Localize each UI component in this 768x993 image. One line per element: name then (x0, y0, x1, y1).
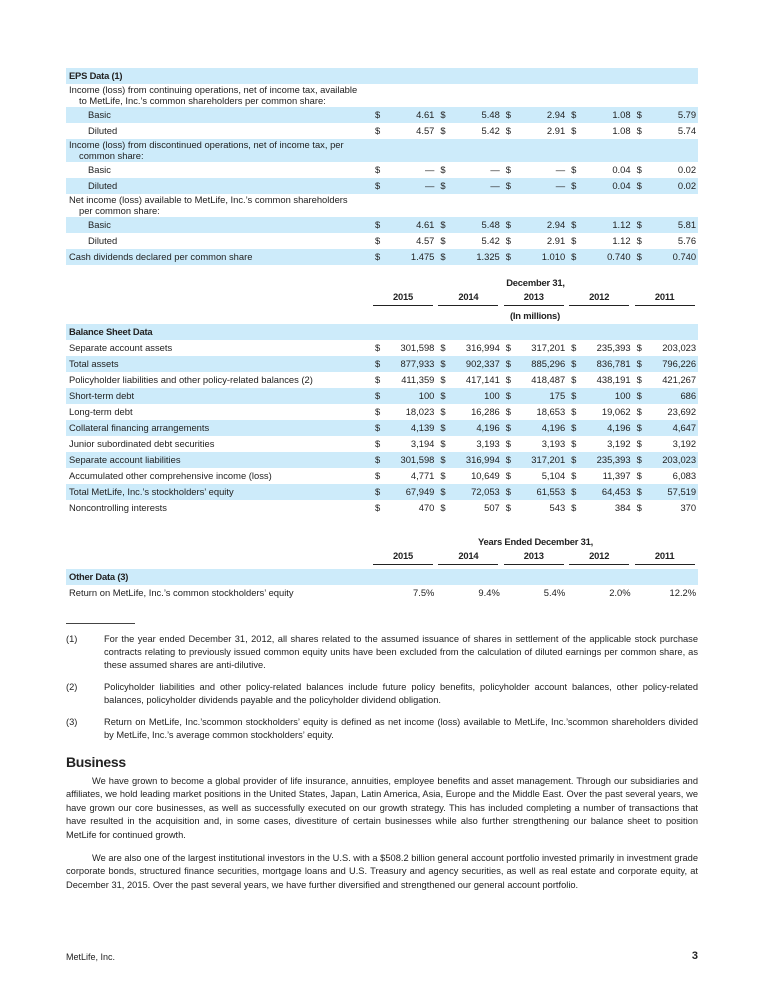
currency-symbol: $ (633, 107, 647, 123)
cell-value: 3,192 (607, 438, 631, 449)
cell-value: — (555, 164, 566, 175)
currency-symbol: $ (375, 374, 381, 385)
currency-symbol: $ (371, 178, 385, 194)
table-row (66, 249, 698, 265)
business-paragraph-2: We are also one of the largest institutional investors in the U.S. with a $508.2 billion general account portfolio invested primarily in investment grade corporate bonds, structured finance securities, mortgage loans and U.S. Treasury and agency securities, as well as real estate and corporate equity, at December 31, 2015. Over the past several years, we have further diversified and strengthened our general account portfolio. (66, 853, 699, 890)
cell-value: 370 (680, 502, 697, 513)
currency-symbol: $ (440, 235, 446, 246)
currency-symbol: $ (505, 235, 511, 246)
row-label: Basic (88, 164, 111, 175)
row-label: Junior subordinated debt securities (69, 438, 215, 449)
row-label: Basic (66, 217, 371, 233)
table-row (66, 233, 698, 249)
year-column-header: 2015 (373, 550, 433, 565)
cell-value: 4.57 (416, 125, 435, 136)
cell-value: 5.42 (481, 125, 500, 136)
row-label: Short-term debt (66, 388, 371, 404)
currency-symbol: $ (636, 125, 642, 136)
currency-symbol: $ (505, 438, 511, 449)
cell-value: — (385, 178, 436, 194)
currency-symbol: $ (440, 438, 446, 449)
eps-data-table (66, 68, 698, 265)
table-row (66, 500, 698, 516)
cell-value: 100 (581, 388, 632, 404)
currency-symbol: $ (502, 107, 516, 123)
cell-value: 4,196 (516, 420, 567, 436)
row-group-label: Income (loss) from discontinued operations, net of income tax, per common share: (66, 139, 698, 162)
cell-value: 100 (450, 388, 501, 404)
business-heading: Business (66, 754, 126, 770)
currency-symbol: $ (505, 164, 511, 175)
cell-value: 836,781 (581, 356, 632, 372)
table-row (66, 404, 698, 420)
cell-value: 301,598 (385, 452, 436, 468)
currency-symbol: $ (571, 438, 577, 449)
cell-value: 417,141 (465, 374, 500, 385)
currency-symbol: $ (567, 107, 581, 123)
cell-value: 235,393 (596, 342, 631, 353)
currency-symbol: $ (502, 249, 516, 265)
cell-value: 384 (614, 502, 631, 513)
cell-value: 6,083 (672, 470, 697, 481)
cell-value: 67,949 (385, 484, 436, 500)
year-column-header: 2012 (569, 550, 629, 565)
table-row (66, 388, 698, 404)
cell-value: — (516, 178, 567, 194)
units-label: (In millions) (509, 310, 560, 321)
currency-symbol: $ (567, 217, 581, 233)
cell-value: 2.0% (609, 587, 631, 598)
year-column-header: 2011 (635, 550, 695, 565)
currency-symbol: $ (636, 374, 642, 385)
row-label: Diluted (88, 125, 118, 136)
currency-symbol: $ (371, 356, 385, 372)
currency-symbol: $ (371, 388, 385, 404)
business-paragraph-1: We have grown to become a global provider of life insurance, annuities, employee benefits and asset management. Through our subsidiaries and affiliates, we hold leading market positions in the United States, Japan, Latin America, Asia, Europe and the Middle East. Over the past several years, we have grown our core businesses, as well as successfully executed on our growth strategy. This has included completing a number of transactions that have resulted in the acquisition and, in some cases, divestiture of certain businesses while also further strengthening our balance sheet to position MetLife for continued growth. (66, 776, 698, 840)
cell-value: 12.2% (669, 587, 697, 598)
other-data-table (66, 569, 698, 601)
cell-value: 5.42 (481, 235, 500, 246)
cell-value: 175 (516, 388, 567, 404)
currency-symbol: $ (502, 452, 516, 468)
cell-value: 4.57 (416, 235, 435, 246)
currency-symbol: $ (636, 470, 642, 481)
cell-value: 3,194 (410, 438, 435, 449)
table-row (66, 139, 698, 162)
currency-symbol: $ (502, 217, 516, 233)
balance-period-header: December 31, (506, 277, 565, 288)
table-row (66, 585, 698, 601)
cell-value: 5.81 (647, 217, 699, 233)
row-label: Basic (66, 107, 371, 123)
cell-value: 2.91 (546, 235, 566, 246)
year-column-header: 2013 (504, 550, 564, 565)
currency-symbol: $ (440, 374, 446, 385)
row-group-label: Net income (loss) available to MetLife, Inc.’s common shareholders per common share: (69, 194, 348, 216)
currency-symbol: $ (571, 502, 577, 513)
currency-symbol: $ (440, 125, 446, 136)
table-row (66, 340, 698, 356)
year-column-header: 2015 (373, 291, 433, 306)
year-column-header: 2012 (569, 291, 629, 306)
empty-cell (436, 585, 450, 601)
currency-symbol: $ (636, 164, 642, 175)
currency-symbol: $ (375, 470, 381, 481)
currency-symbol: $ (505, 374, 511, 385)
cell-value: 100 (385, 388, 436, 404)
currency-symbol: $ (436, 249, 450, 265)
currency-symbol: $ (436, 178, 450, 194)
currency-symbol: $ (571, 164, 577, 175)
section-heading: Other Data (3) (66, 569, 698, 585)
cell-value: 686 (647, 388, 699, 404)
table-row (66, 107, 698, 123)
empty-cell (633, 585, 647, 601)
cell-value: 5,104 (541, 470, 566, 481)
currency-symbol: $ (436, 356, 450, 372)
cell-value: — (450, 178, 501, 194)
cell-value: 5.4% (543, 587, 566, 598)
table-row (66, 162, 698, 178)
footnote-1: (1) For the year ended December 31, 2012, all shares related to the assumed issuance of shares in settlement of the applicable stock purchase contracts relating to previously issued common equity units have been excluded from the calculation of diluted earnings per common share, as these assumed shares are anti-dilutive. (66, 634, 698, 670)
row-label: Cash dividends declared per common share (66, 249, 371, 265)
currency-symbol: $ (502, 420, 516, 436)
cell-value: — (490, 164, 500, 175)
year-column-header: 2013 (504, 291, 564, 306)
row-group-label: Income (loss) from continuing operations, net of income tax, available to MetLife, Inc.’s common shareholders per common share: (69, 84, 358, 106)
table-row (66, 436, 698, 452)
cell-value: 1.325 (450, 249, 501, 265)
currency-symbol: $ (567, 356, 581, 372)
cell-value: 301,598 (400, 342, 435, 353)
cell-value: 0.740 (581, 249, 632, 265)
table-row (66, 194, 698, 217)
cell-value: 1.08 (581, 107, 632, 123)
balance-year-headers (66, 291, 698, 308)
row-label: Noncontrolling interests (69, 502, 167, 513)
cell-value: 0.04 (581, 178, 632, 194)
cell-value: 5.48 (450, 217, 501, 233)
currency-symbol: $ (636, 438, 642, 449)
table-row (66, 484, 698, 500)
cell-value: 317,201 (516, 452, 567, 468)
empty-cell (371, 585, 385, 601)
cell-value: 438,191 (596, 374, 631, 385)
cell-value: 9.4% (478, 587, 500, 598)
cell-value: 0.02 (677, 164, 697, 175)
cell-value: 4,139 (385, 420, 436, 436)
currency-symbol: $ (633, 178, 647, 194)
cell-value: 1.475 (385, 249, 436, 265)
currency-symbol: $ (440, 406, 446, 417)
empty-cell (567, 585, 581, 601)
currency-symbol: $ (375, 502, 381, 513)
currency-symbol: $ (371, 452, 385, 468)
row-label: Collateral financing arrangements (66, 420, 371, 436)
cell-value: 5.48 (450, 107, 501, 123)
year-column-header: 2014 (438, 291, 498, 306)
currency-symbol: $ (571, 374, 577, 385)
cell-value: 57,519 (647, 484, 699, 500)
cell-value: 18,023 (405, 406, 435, 417)
cell-value: 203,023 (647, 452, 699, 468)
cell-value: 64,453 (581, 484, 632, 500)
currency-symbol: $ (436, 388, 450, 404)
row-label: Diluted (66, 178, 371, 194)
currency-symbol: $ (636, 406, 642, 417)
row-label: Policyholder liabilities and other policy-related balances (2) (69, 374, 313, 385)
currency-symbol: $ (567, 178, 581, 194)
currency-symbol: $ (505, 406, 511, 417)
empty-cell (502, 585, 516, 601)
table-row (66, 420, 698, 436)
currency-symbol: $ (375, 164, 381, 175)
currency-symbol: $ (436, 420, 450, 436)
cell-value: 1.12 (612, 235, 631, 246)
cell-value: 2.94 (516, 217, 567, 233)
cell-value: 4.61 (385, 217, 436, 233)
currency-symbol: $ (633, 388, 647, 404)
currency-symbol: $ (633, 484, 647, 500)
cell-value: 316,994 (450, 452, 501, 468)
currency-symbol: $ (371, 484, 385, 500)
footnote-2: (2) Policyholder liabilities and other policy-related balances include future policy benefits, policyholder account balances, other policy-related balances, policyholder dividends payable and the policyholder dividend obligation. (66, 682, 698, 705)
cell-value: 1.010 (516, 249, 567, 265)
table-row (66, 356, 698, 372)
row-label: Total assets (66, 356, 371, 372)
row-label: Separate account liabilities (66, 452, 371, 468)
cell-value: 796,226 (647, 356, 699, 372)
currency-symbol: $ (375, 125, 381, 136)
currency-symbol: $ (636, 235, 642, 246)
cell-value: 2.94 (516, 107, 567, 123)
currency-symbol: $ (371, 107, 385, 123)
currency-symbol: $ (571, 235, 577, 246)
currency-symbol: $ (505, 470, 511, 481)
currency-symbol: $ (567, 452, 581, 468)
currency-symbol: $ (502, 388, 516, 404)
section-heading: Balance Sheet Data (66, 324, 698, 340)
cell-value: 5.76 (677, 235, 697, 246)
cell-value: 4,771 (410, 470, 435, 481)
table-row (66, 452, 698, 468)
currency-symbol: $ (436, 452, 450, 468)
currency-symbol: $ (571, 125, 577, 136)
currency-symbol: $ (375, 235, 381, 246)
table-row (66, 324, 698, 340)
currency-symbol: $ (505, 125, 511, 136)
currency-symbol: $ (636, 502, 642, 513)
balance-column-header (66, 277, 698, 322)
cell-value: 23,692 (667, 406, 697, 417)
cell-value: 4,196 (581, 420, 632, 436)
footnote-divider (66, 623, 135, 624)
cell-value: 543 (549, 502, 566, 513)
year-column-header: 2011 (635, 291, 695, 306)
currency-symbol: $ (371, 217, 385, 233)
page-number: 3 (691, 950, 698, 963)
currency-symbol: $ (371, 420, 385, 436)
other-column-header (66, 536, 698, 567)
currency-symbol: $ (505, 342, 511, 353)
row-label: Diluted (88, 235, 118, 246)
currency-symbol: $ (633, 420, 647, 436)
currency-symbol: $ (502, 178, 516, 194)
cell-value: 470 (418, 502, 435, 513)
currency-symbol: $ (571, 470, 577, 481)
cell-value: 418,487 (531, 374, 566, 385)
currency-symbol: $ (571, 342, 577, 353)
page-footer (66, 952, 698, 966)
other-period-header: Years Ended December 31, (477, 536, 594, 547)
currency-symbol: $ (440, 342, 446, 353)
currency-symbol: $ (436, 484, 450, 500)
cell-value: 877,933 (385, 356, 436, 372)
table-row (66, 178, 698, 194)
currency-symbol: $ (375, 342, 381, 353)
cell-value: 203,023 (662, 342, 697, 353)
cell-value: 235,393 (581, 452, 632, 468)
cell-value: 16,286 (471, 406, 500, 417)
row-label: Accumulated other comprehensive income (loss) (69, 470, 272, 481)
cell-value: 2.91 (546, 125, 566, 136)
currency-symbol: $ (505, 502, 511, 513)
cell-value: 11,397 (602, 470, 631, 481)
cell-value: 4.61 (385, 107, 436, 123)
currency-symbol: $ (502, 356, 516, 372)
cell-value: — (425, 164, 435, 175)
year-column-header: 2014 (438, 550, 498, 565)
currency-symbol: $ (440, 164, 446, 175)
cell-value: 3,193 (476, 438, 500, 449)
cell-value: 3,192 (672, 438, 697, 449)
cell-value: 421,267 (662, 374, 697, 385)
cell-value: 4,196 (450, 420, 501, 436)
currency-symbol: $ (633, 217, 647, 233)
cell-value: 902,337 (450, 356, 501, 372)
currency-symbol: $ (633, 249, 647, 265)
currency-symbol: $ (436, 217, 450, 233)
currency-symbol: $ (440, 470, 446, 481)
cell-value: 72,053 (450, 484, 501, 500)
cell-value: 4,647 (647, 420, 699, 436)
currency-symbol: $ (567, 249, 581, 265)
currency-symbol: $ (502, 484, 516, 500)
currency-symbol: $ (633, 356, 647, 372)
balance-sheet-table (66, 324, 698, 516)
cell-value: 10,649 (471, 470, 500, 481)
currency-symbol: $ (633, 452, 647, 468)
cell-value: 0.740 (647, 249, 699, 265)
table-row (66, 123, 698, 139)
cell-value: 3,193 (541, 438, 566, 449)
other-year-headers (66, 550, 698, 567)
cell-value: 0.02 (647, 178, 699, 194)
currency-symbol: $ (636, 342, 642, 353)
row-label: Total MetLife, Inc.’s stockholders’ equity (66, 484, 371, 500)
currency-symbol: $ (371, 249, 385, 265)
currency-symbol: $ (567, 484, 581, 500)
cell-value: 5.79 (647, 107, 699, 123)
currency-symbol: $ (567, 388, 581, 404)
cell-value: 61,553 (516, 484, 567, 500)
table-row (66, 372, 698, 388)
cell-value: 317,201 (531, 342, 566, 353)
cell-value: 411,359 (401, 374, 435, 385)
footnote-3: (3) Return on MetLife, Inc.’scommon stockholders’ equity is defined as net income (loss) available to MetLife, Inc.’scommon shareholders divided by MetLife, Inc.’s average common stockholders’ equity. (66, 717, 698, 740)
currency-symbol: $ (375, 438, 381, 449)
cell-value: 1.12 (581, 217, 632, 233)
cell-value: 18,653 (536, 406, 566, 417)
row-label: Long-term debt (69, 406, 133, 417)
cell-value: 885,296 (516, 356, 567, 372)
cell-value: 316,994 (465, 342, 500, 353)
section-heading: EPS Data (1) (66, 68, 698, 84)
currency-symbol: $ (375, 406, 381, 417)
table-row (66, 217, 698, 233)
currency-symbol: $ (571, 406, 577, 417)
currency-symbol: $ (436, 107, 450, 123)
cell-value: 1.08 (612, 125, 631, 136)
currency-symbol: $ (567, 420, 581, 436)
cell-value: 507 (484, 502, 500, 513)
table-row (66, 68, 698, 84)
currency-symbol: $ (440, 502, 446, 513)
footer-company: MetLife, Inc. (66, 952, 116, 963)
table-row (66, 569, 698, 585)
cell-value: 19,062 (601, 406, 631, 417)
cell-value: 7.5% (413, 587, 435, 598)
cell-value: 5.74 (677, 125, 697, 136)
row-label: Return on MetLife, Inc.’s common stockholders’ equity (69, 587, 294, 598)
cell-value: 0.04 (612, 164, 631, 175)
row-label: Separate account assets (69, 342, 173, 353)
table-row (66, 84, 698, 107)
table-row (66, 468, 698, 484)
